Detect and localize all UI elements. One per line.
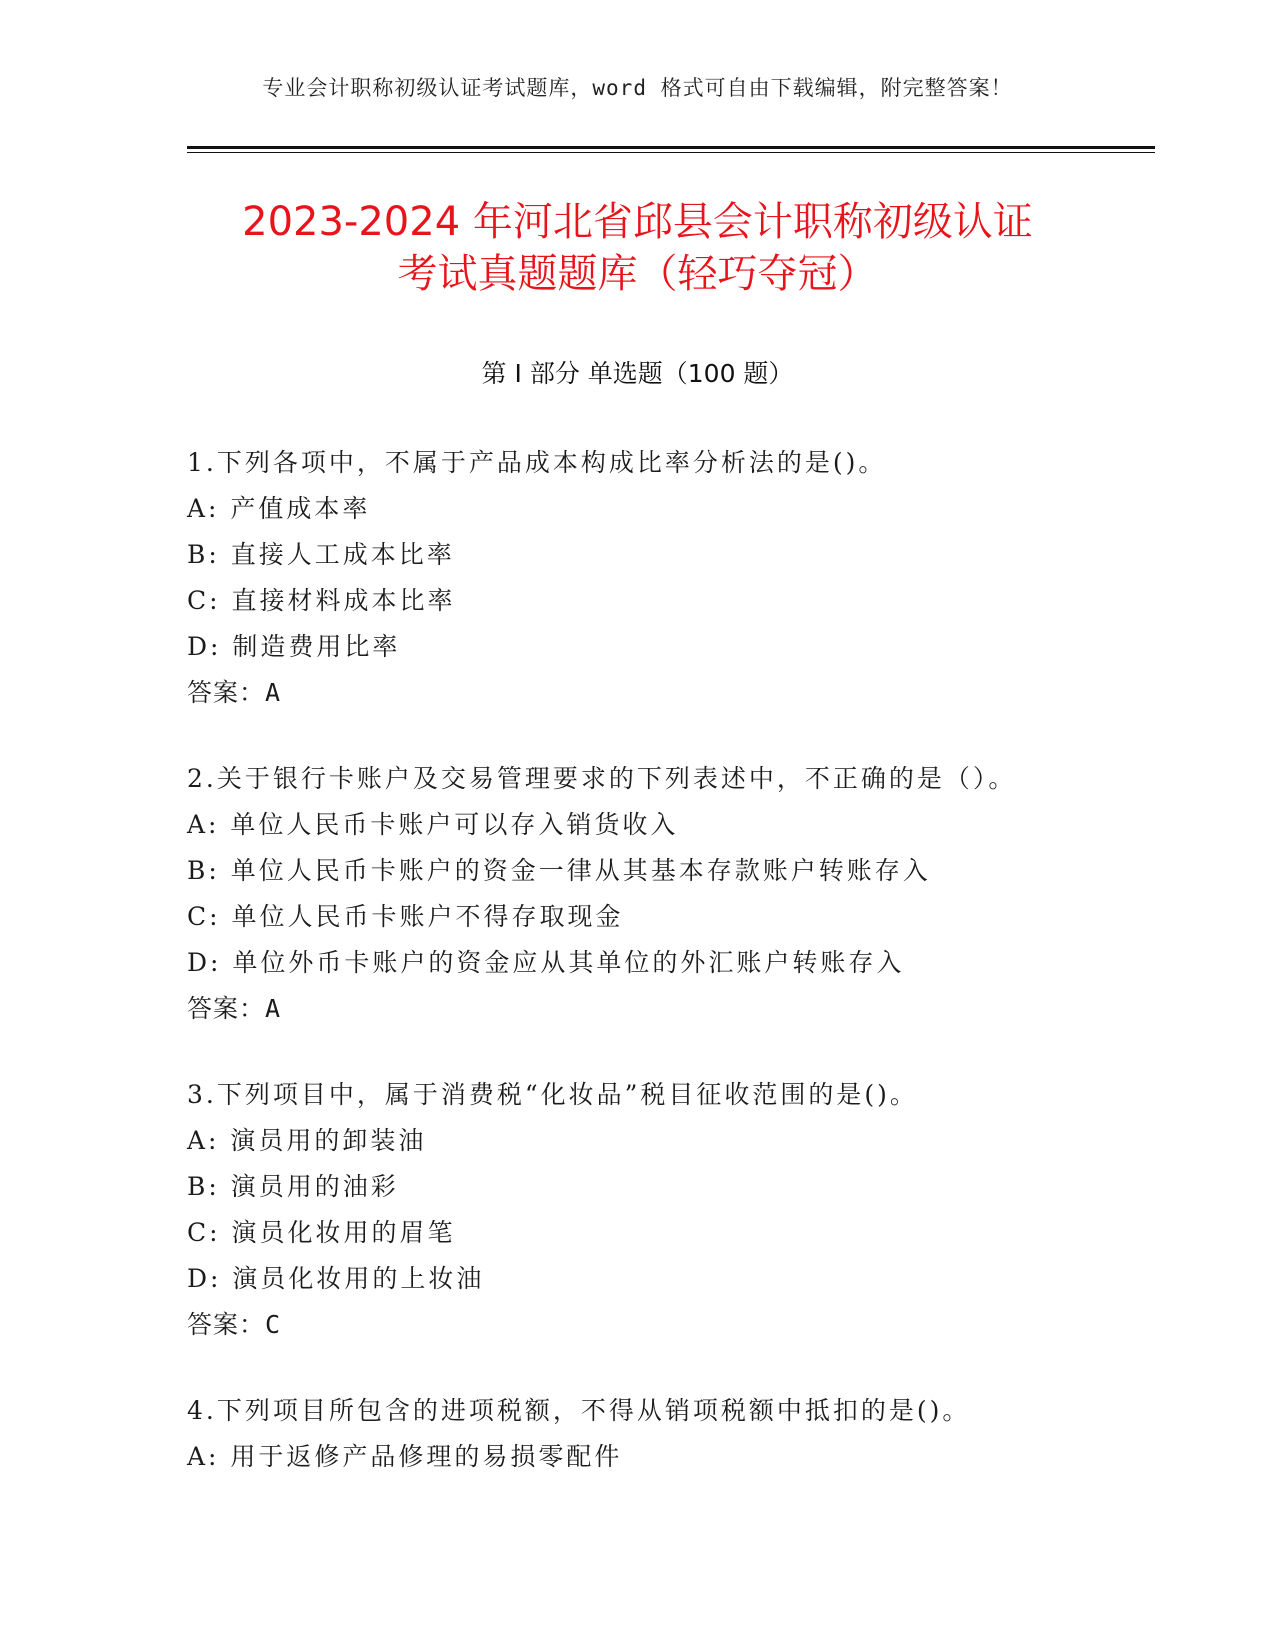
question-stem: 2.关于银行卡账户及交易管理要求的下列表述中，不正确的是（）。 (187, 764, 1017, 793)
answer-value: A (265, 678, 282, 707)
answer-line (187, 1302, 1147, 1348)
question-item (187, 440, 1147, 716)
question-stem: 3.下列项目中，属于消费税“化妆品”税目征收范围的是()。 (187, 1080, 918, 1109)
answer-label: 答案： (187, 1310, 266, 1339)
question-stem: 1.下列各项中，不属于产品成本构成比率分析法的是()。 (187, 448, 887, 477)
header-rule-thick (187, 146, 1155, 149)
question-list (187, 440, 1147, 1480)
question-item (187, 1388, 1147, 1480)
option-b: B: 直接人工成本比率 (187, 540, 455, 569)
option-d: D: 制造费用比率 (187, 632, 401, 661)
answer-value: A (265, 994, 282, 1023)
option-c: C: 直接材料成本比率 (187, 586, 456, 615)
option-b: B: 单位人民币卡账户的资金一律从其基本存款账户转账存入 (187, 856, 931, 885)
section-title: 第 I 部分 单选题（100 题） (481, 359, 794, 388)
option-a: A: 演员用的卸装油 (187, 1126, 427, 1155)
option-c: C: 演员化妆用的眉笔 (187, 1218, 456, 1247)
question-item (187, 1072, 1147, 1348)
answer-label: 答案： (187, 678, 266, 707)
option-d: D: 演员化妆用的上妆油 (187, 1264, 485, 1293)
header-rule-thin (187, 152, 1155, 153)
document-title (0, 196, 1275, 300)
option-a: A: 单位人民币卡账户可以存入销货收入 (187, 810, 679, 839)
header-note: 专业会计职称初级认证考试题库，word 格式可自由下载编辑，附完整答案！ (262, 76, 1013, 100)
answer-label: 答案： (187, 994, 266, 1023)
option-c: C: 单位人民币卡账户不得存取现金 (187, 902, 624, 931)
title-line-2: 考试真题题库（轻巧夺冠） (397, 251, 878, 297)
answer-line (187, 670, 1147, 716)
option-d: D: 单位外币卡账户的资金应从其单位的外汇账户转账存入 (187, 948, 905, 977)
question-item (187, 756, 1147, 1032)
option-b: B: 演员用的油彩 (187, 1172, 399, 1201)
title-line-1: 2023-2024 年河北省邱县会计职称初级认证 (242, 199, 1033, 245)
answer-line (187, 986, 1147, 1032)
question-stem: 4.下列项目所包含的进项税额，不得从销项税额中抵扣的是()。 (187, 1396, 971, 1425)
answer-value: C (265, 1310, 282, 1339)
option-a: A: 用于返修产品修理的易损零配件 (187, 1442, 623, 1471)
option-a: A: 产值成本率 (187, 494, 371, 523)
